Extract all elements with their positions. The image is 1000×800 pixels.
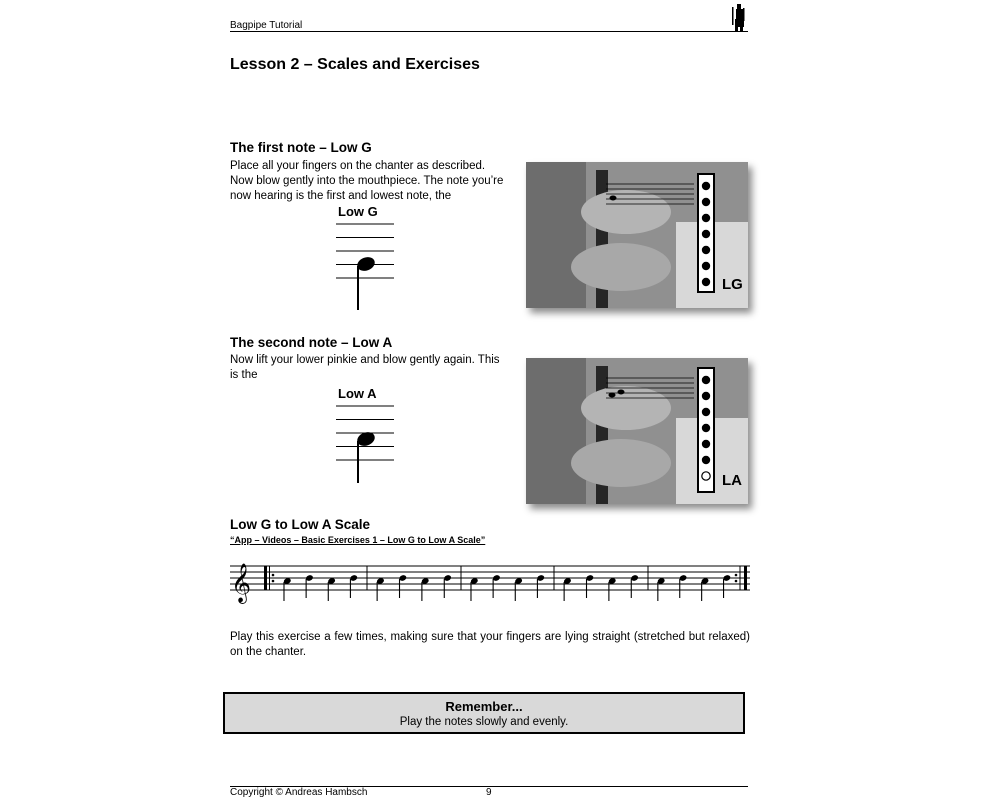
remember-callout (223, 692, 745, 734)
photo-badge-low-g: LG (722, 276, 743, 293)
chanter-photo-low-a (526, 358, 748, 504)
remember-text: Play the notes slowly and evenly. (399, 716, 569, 728)
section-heading-scale: Low G to Low A Scale (230, 517, 371, 532)
page-title: Lesson 2 – Scales and Exercises (230, 56, 480, 73)
note-label-low-a: Low A (338, 386, 377, 401)
section-heading-low-a: The second note – Low A (230, 335, 393, 350)
instruction-text: Play this exercise a few times, making sure that your fingers are lying straight (stretched but relaxed) on the chanter. (230, 631, 750, 658)
scale-staff (228, 556, 752, 606)
section-text-low-a: Now lift your lower pinkie and blow gently again. This is the (230, 354, 500, 381)
chanter-photo-low-g (526, 162, 748, 308)
header-divider (230, 31, 748, 32)
app-video-link[interactable]: “App – Videos – Basic Exercises 1 – Low G to Low A Scale” (230, 535, 486, 545)
section-text-low-g: Place all your fingers on the chanter as described. Now blow gently into the mouthpiece. The note you’re now hearing is the first and lowest note, the (230, 160, 504, 202)
section-heading-low-g: The first note – Low G (230, 140, 372, 155)
staff-low-g (330, 216, 400, 316)
header-title: Bagpipe Tutorial (230, 20, 303, 31)
staff-low-a (330, 398, 400, 488)
page-number: 9 (486, 787, 492, 798)
treble-clef-icon: 𝄞 (231, 563, 252, 603)
piper-silhouette-icon (728, 2, 750, 32)
footer-copyright: Copyright © Andreas Hambsch (230, 787, 368, 798)
remember-title: Remember... (445, 699, 523, 714)
note-label-low-g: Low G (338, 204, 378, 219)
photo-badge-low-a: LA (722, 472, 742, 489)
